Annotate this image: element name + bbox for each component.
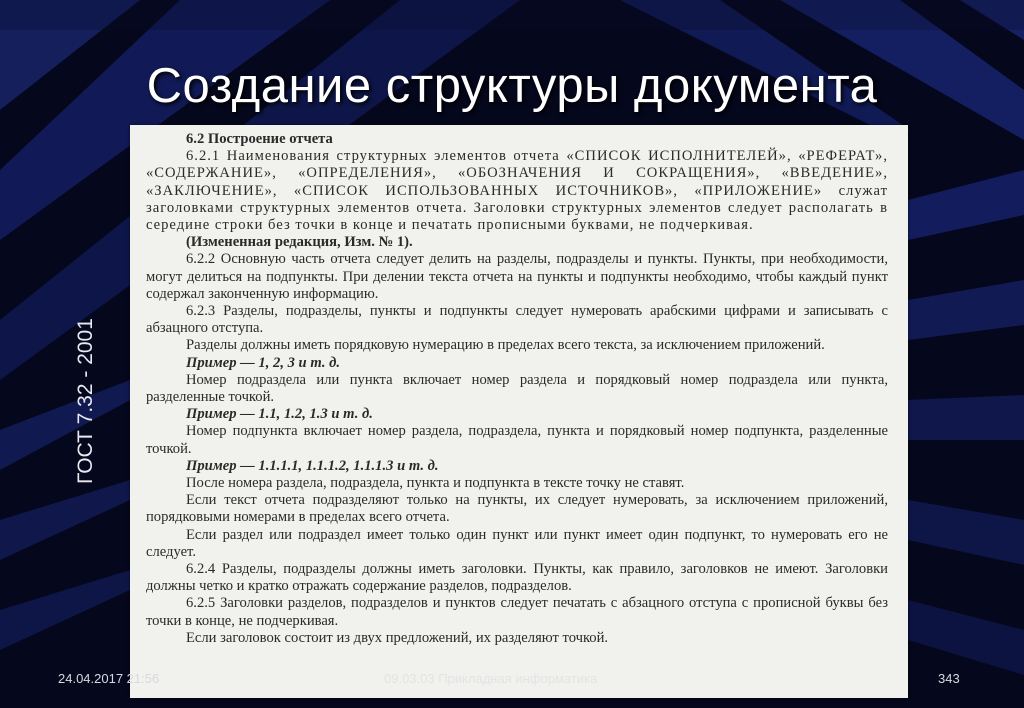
example-line: Пример — 1.1, 1.2, 1.3 и т. д.: [186, 406, 373, 423]
paragraph: 6.2.3 Разделы, подразделы, пункты и подпункты следует нумеровать арабскими цифрами и записывать с абзацного отступа.: [146, 303, 888, 337]
slide-title: Создание структуры документа: [146, 59, 878, 113]
paragraph: 6.2.4 Разделы, подразделы должны иметь заголовки. Пункты, как правило, заголовков не имеют. Заголовки должны четко и кратко отражать содержание разделов, подразделов.: [146, 561, 888, 595]
paragraph: После номера раздела, подраздела, пункта и подпункта в тексте точку не ставят.: [186, 475, 685, 492]
scanned-document: [130, 125, 908, 698]
slide-number: 343: [938, 671, 960, 686]
example-line: Пример — 1.1.1.1, 1.1.1.2, 1.1.1.3 и т. д.: [186, 457, 439, 474]
footer-date: 24.04.2017 21:56: [58, 671, 160, 686]
revision-note: (Измененная редакция, Изм. № 1).: [186, 234, 413, 251]
document-text: [146, 131, 888, 647]
paragraph: 6.2.5 Заголовки разделов, подразделов и пунктов следует печатать с абзацного отступа с прописной буквы без точки в конце, не подчеркивая.: [146, 595, 888, 629]
paragraph: Разделы должны иметь порядковую нумерацию в пределах всего текста, за исключением приложений.: [186, 337, 825, 354]
example-line: Пример — 1, 2, 3 и т. д.: [186, 354, 341, 371]
paragraph: Если раздел или подраздел имеет только один пункт или пункт имеет один подпункт, то нумеровать его не следует.: [146, 526, 888, 560]
paragraph: 6.2.1 Наименования структурных элементов отчета «СПИСОК ИСПОЛНИТЕЛЕЙ», «РЕФЕРАТ», «СОДЕРЖАНИЕ», «ОПРЕДЕЛЕНИЯ», «ОБОЗНАЧЕНИЯ И СОКРАЩЕНИЯ», «ВВЕДЕНИЕ», «ЗАКЛЮЧЕНИЕ», «СПИСОК ИСПОЛЬЗОВАННЫХ ИСТОЧНИКОВ», «ПРИЛОЖЕНИЕ» служат заголовками структурных элементов отчета. Заголовки структурных элементов следует располагать в середине строки без точки в конце и печатать прописными буквами, не подчеркивая.: [146, 148, 888, 234]
paragraph: Если заголовок состоит из двух предложений, их разделяют точкой.: [186, 629, 609, 646]
standard-label: ГОСТ 7.32 - 2001: [74, 318, 97, 484]
paragraph: 6.2.2 Основную часть отчета следует делить на разделы, подразделы и пункты. Пункты, при необходимости, могут делиться на подпункты. При делении текста отчета на пункты и подпункты необходимо, чтобы каждый пункт содержал законченную информацию.: [146, 251, 888, 302]
paragraph: Номер подраздела или пункта включает номер раздела и порядковый номер подраздела или пункта, разделенные точкой.: [146, 371, 888, 406]
footer-course: 09.03.03 Прикладная информатика: [384, 671, 598, 686]
paragraph: Если текст отчета подразделяют только на пункты, их следует нумеровать, за исключением приложений, порядковыми номерами в пределах всего отчета.: [146, 492, 888, 526]
section-heading: 6.2 Построение отчета: [186, 131, 333, 147]
paragraph: Номер подпункта включает номер раздела, подраздела, пункта и порядковый номер подпункта, разделенные точкой.: [146, 423, 888, 457]
